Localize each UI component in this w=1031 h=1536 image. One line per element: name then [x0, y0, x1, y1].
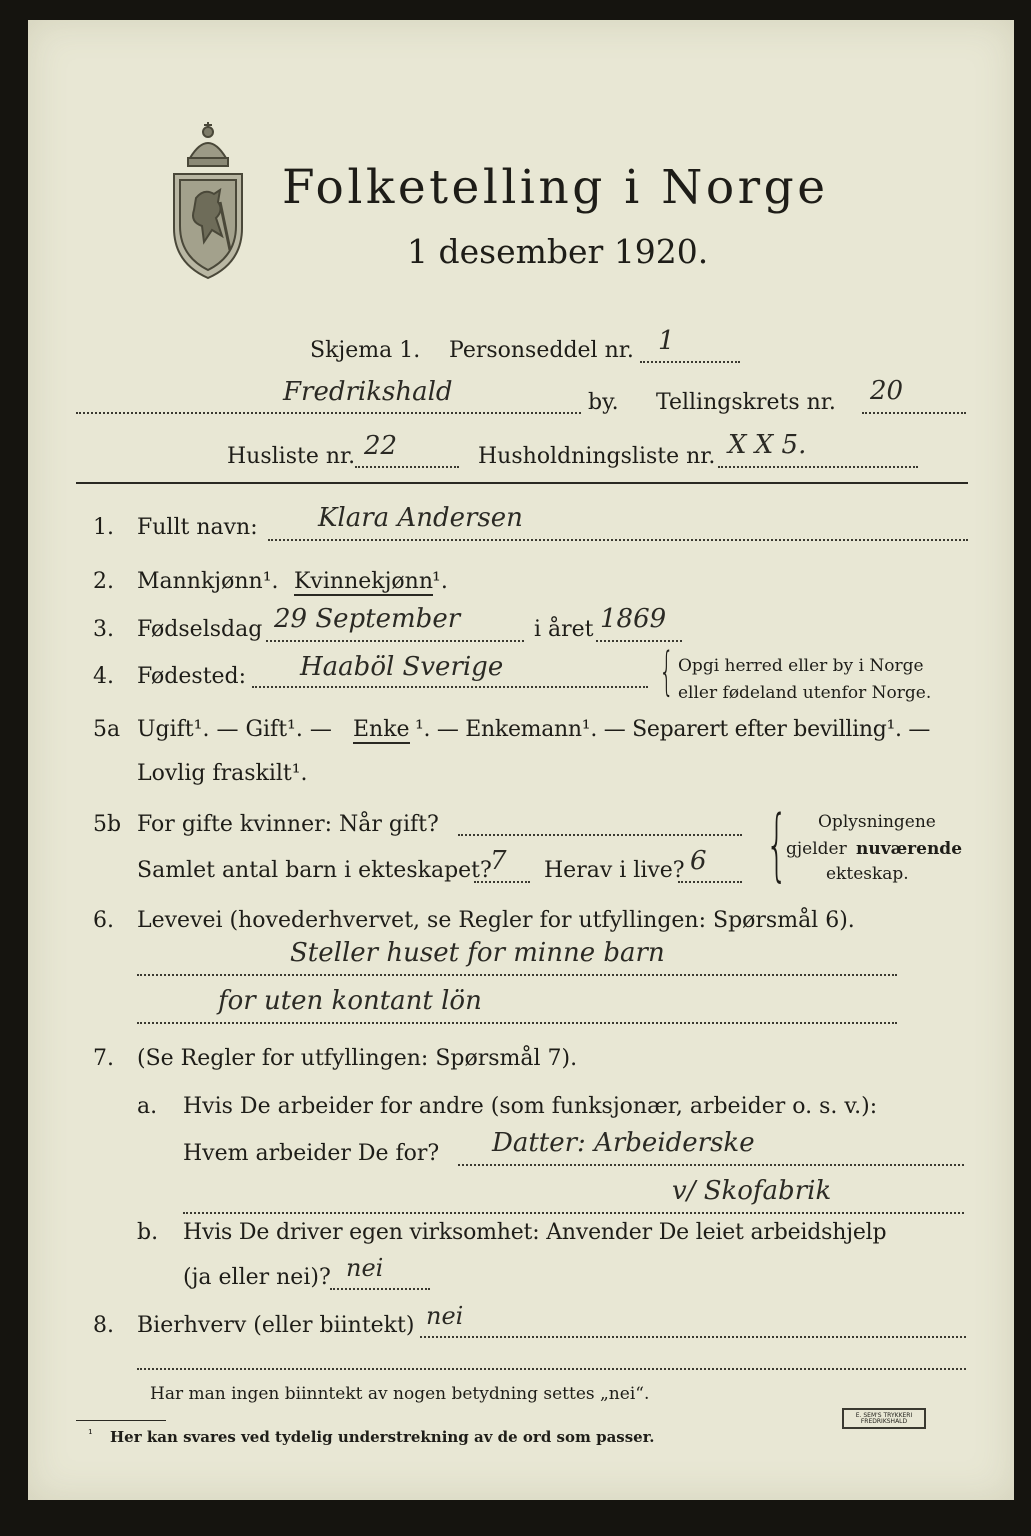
q7a-letter: a. [137, 1094, 158, 1119]
q7a-question: Hvem arbeider De for? [183, 1141, 440, 1166]
footnote-mark: ¹ [88, 1427, 93, 1441]
female-option-sup: ¹. [432, 569, 448, 594]
employer-value-2[interactable]: v/ Skofabrik [672, 1176, 832, 1206]
personseddel-value[interactable]: 1 [658, 326, 675, 356]
form-date: 1 desember 1920. [407, 232, 709, 271]
q7b-label: Hvis De driver egen virksomhet: Anvender De leiet arbeidshjelp [183, 1220, 887, 1245]
by-label: by. [588, 390, 619, 415]
q7-number: 7. [93, 1046, 114, 1071]
tellingskrets-label: Tellingskrets nr. [656, 390, 836, 415]
alive-label: Herav i live? [544, 858, 685, 883]
q1-number: 1. [93, 515, 114, 540]
footer-note: Har man ingen biinntekt av nogen betydning settes „nei“. [150, 1384, 650, 1404]
q7-label: (Se Regler for utfyllingen: Spørsmål 7). [137, 1046, 578, 1071]
birthplace-note-2: eller fødeland utenfor Norge. [678, 683, 932, 703]
marriage-note-2b: nuværende [856, 839, 963, 859]
birthday-value[interactable]: 29 September [274, 604, 461, 634]
q1-label: Fullt navn: [137, 515, 258, 540]
personseddel-label: Personseddel nr. [449, 338, 634, 363]
marriage-note-2a: gjelder [786, 839, 847, 859]
form-title: Folketelling i Norge [282, 160, 829, 215]
q7b-letter: b. [137, 1220, 159, 1245]
birthplace-label: Fødested: [137, 664, 247, 689]
occupation-line-1[interactable]: Steller huset for minne barn [290, 938, 665, 968]
skjema-label: Skjema 1. [310, 338, 421, 363]
marital-options-1[interactable]: Ugift¹. — Gift¹. — [137, 717, 332, 742]
children-label: Samlet antal barn i ekteskapet? [137, 858, 492, 883]
side-income-label: Bierhverv (eller biintekt) [137, 1313, 415, 1338]
year-label: i året [534, 617, 594, 642]
marriage-note-3: ekteskap. [826, 864, 909, 884]
full-name-value[interactable]: Klara Andersen [318, 503, 523, 533]
birthplace-note-1: Opgi herred eller by i Norge [678, 656, 924, 676]
q4-number: 4. [93, 664, 114, 689]
children-alive-value[interactable]: 6 [690, 846, 707, 876]
married-when-label: For gifte kvinner: Når gift? [137, 812, 439, 837]
husholdning-label: Husholdningsliste nr. [478, 444, 716, 469]
side-income-value[interactable]: nei [426, 1302, 464, 1330]
husholdning-value[interactable]: X X 5. [728, 430, 807, 460]
husliste-label: Husliste nr. [227, 444, 356, 469]
children-count-value[interactable]: 7 [490, 846, 507, 876]
q2-number: 2. [93, 569, 114, 594]
marriage-note-1: Oplysningene [818, 812, 936, 832]
q3-number: 3. [93, 617, 114, 642]
birthplace-value[interactable]: Haaböl Sverige [300, 652, 504, 682]
q7b-question: (ja eller nei)? [183, 1265, 331, 1290]
female-option-underlined[interactable]: Kvinnekjønn [294, 569, 433, 594]
q5a-number: 5a [93, 717, 121, 742]
town-value[interactable]: Fredrikshald [283, 377, 453, 407]
footnote-text: Her kan svares ved tydelig understrekning av de ord som passer. [110, 1428, 655, 1446]
divorced-option[interactable]: Lovlig fraskilt¹. [137, 761, 308, 786]
q8-number: 8. [93, 1313, 114, 1338]
occupation-label: Levevei (hovederhvervet, se Regler for utfyllingen: Spørsmål 6). [137, 908, 855, 933]
widow-option-underlined[interactable]: Enke [353, 717, 410, 742]
marital-options-2[interactable]: ¹. — Enkemann¹. — Separert efter bevilling¹. — [415, 717, 931, 742]
norwegian-coat-of-arms-icon [168, 118, 248, 280]
male-option[interactable]: Mannkjønn¹. [137, 569, 279, 594]
birth-year-value[interactable]: 1869 [600, 604, 667, 634]
q6-number: 6. [93, 908, 114, 933]
divider-line [76, 482, 968, 484]
employer-value-1[interactable]: Datter: Arbeiderske [492, 1128, 755, 1158]
husliste-value[interactable]: 22 [364, 431, 398, 461]
occupation-line-2[interactable]: for uten kontant lön [218, 986, 482, 1016]
q7a-label: Hvis De arbeider for andre (som funksjonær, arbeider o. s. v.): [183, 1094, 878, 1119]
tellingskrets-value[interactable]: 20 [870, 376, 904, 406]
printer-stamp: E. SEM'S TRYKKERI FREDRIKSHALD [842, 1408, 926, 1429]
birthday-label: Fødselsdag [137, 617, 263, 642]
hired-help-value[interactable]: nei [346, 1254, 384, 1282]
q5b-number: 5b [93, 812, 122, 837]
